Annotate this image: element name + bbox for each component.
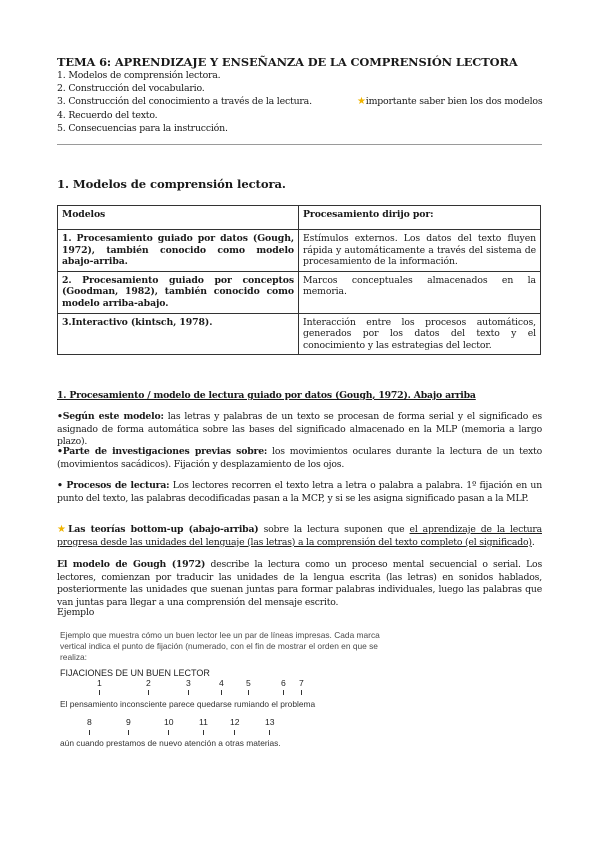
- fixation-number: 6: [281, 678, 286, 688]
- toc-item: 1. Modelos de comprensión lectora.: [57, 70, 221, 81]
- toc-item: [57, 95, 542, 108]
- document-title: TEMA 6: APRENDIZAJE Y ENSEÑANZA DE LA COMPRENSIÓN LECTORA: [57, 55, 518, 69]
- divider: [57, 144, 542, 145]
- fixation-mark: [203, 730, 204, 735]
- example-line: aún cuando prestamos de nuevo atención a otras materias.: [60, 738, 281, 748]
- section-title: 1. Modelos de comprensión lectora.: [57, 177, 286, 191]
- table-header-row: [58, 206, 541, 230]
- paragraph: [57, 559, 542, 609]
- example-label: Ejemplo: [57, 607, 95, 618]
- example-heading: FIJACIONES DE UN BUEN LECTOR: [60, 668, 210, 678]
- fixation-number: 5: [246, 678, 251, 688]
- fixation-number: 2: [146, 678, 151, 688]
- table-of-contents: [57, 69, 542, 135]
- table-cell: 1. Procesamiento guiado por datos (Gough, 1972), también conocido como modelo abajo-arriba.: [58, 230, 299, 272]
- table-cell: Marcos conceptuales almacenados en la memoria.: [299, 271, 541, 313]
- fixation-number: 12: [230, 717, 240, 727]
- table-cell: Interacción entre los procesos automáticos, generados por los datos del texto y el conocimiento y las estrategias del lector.: [299, 313, 541, 355]
- fixation-number: 3: [186, 678, 191, 688]
- paragraph-text: describe la lectura como un proceso mental secuencial o serial. Los lectores, comienzan por traducir las unidades de la lengua escrita (las letras) en sonidos hablados, posteriormente las unidades que suenan juntas para formar palabras individuales, luego las palabras que van juntas para llegar a una comprensión del mensaje escrito.: [57, 559, 543, 608]
- example-caption: Ejemplo que muestra cómo un buen lector lee un par de líneas impresas. Cada marca: [60, 630, 380, 640]
- fixation-number: 11: [199, 717, 208, 727]
- example-line: El pensamiento inconsciente parece quedarse rumiando el problema: [60, 699, 316, 709]
- toc-item: 5. Consecuencias para la instrucción.: [57, 122, 228, 134]
- underlined-text: el aprendizaje de la lectura progresa desde las unidades del lenguaje (las letras) a la comprensión del texto completo (el significado): [57, 524, 542, 548]
- paragraph: [57, 524, 542, 549]
- paragraph: [57, 446, 542, 471]
- models-table: [57, 205, 541, 355]
- table-cell: 2. Procesamiento guiado por conceptos (Goodman, 1982), también conocido como modelo arriba-abajo.: [58, 271, 299, 313]
- fixation-mark: [148, 690, 149, 695]
- fixation-mark: [269, 730, 270, 735]
- fixation-number: 9: [126, 717, 131, 727]
- important-note: [357, 95, 542, 108]
- table-row: [58, 313, 541, 355]
- paragraph-label: •Según este modelo:: [57, 411, 164, 422]
- paragraph-label: Las teorías bottom-up (abajo-arriba): [68, 524, 259, 535]
- paragraph: [57, 411, 542, 449]
- fixation-mark: [89, 730, 90, 735]
- example-caption: vertical indica el punto de fijación (numerado, con el fin de mostrar el orden en que se: [60, 641, 378, 651]
- paragraph-label: • Procesos de lectura:: [57, 480, 170, 491]
- paragraph-text: sobre la lectura suponen que: [258, 524, 410, 535]
- fixation-mark: [99, 690, 100, 695]
- paragraph: [57, 480, 542, 505]
- table-header-cell: Modelos: [58, 206, 299, 230]
- table-row: [58, 230, 541, 272]
- paragraph-text: Los lectores recorren el texto letra a letra o palabra a palabra. 1º fijación en un punto del texto, las palabras decodificadas pasan a la MCP, y si se les asigna significado pasan a la MLP.: [57, 480, 542, 504]
- table-cell: 3.Interactivo (kintsch, 1978).: [58, 313, 299, 355]
- fixation-number: 10: [164, 717, 174, 727]
- fixation-number: 13: [265, 717, 275, 727]
- table-cell: Estímulos externos. Los datos del texto fluyen rápida y automáticamente a través del sistema de procesamiento de la información.: [299, 230, 541, 272]
- table-row: [58, 271, 541, 313]
- fixation-mark: [301, 690, 302, 695]
- fixation-mark: [283, 690, 284, 695]
- fixation-number: 7: [299, 678, 304, 688]
- star-icon: ★: [57, 524, 69, 535]
- paragraph-text: las letras y palabras de un texto se procesan de forma serial y el significado es asignado de forma automática sobre las bases del significado almacenado en la MLP (memoria a largo plazo).: [57, 411, 542, 448]
- important-note-text: importante saber bien los dos modelos: [365, 96, 543, 108]
- paragraph-text: .: [531, 536, 535, 548]
- star-icon: ★: [357, 96, 366, 108]
- fixation-number: 8: [87, 717, 92, 727]
- subsection-title: 1. Procesamiento / modelo de lectura guiado por datos (Gough, 1972). Abajo arriba: [57, 390, 476, 401]
- fixation-mark: [168, 730, 169, 735]
- fixation-mark: [248, 690, 249, 695]
- paragraph-text: los movimientos oculares durante la lectura de un texto (movimientos sacádicos). Fijación y desplazamiento de los ojos.: [57, 446, 542, 470]
- fixation-mark: [128, 730, 129, 735]
- fixation-number: 4: [219, 678, 224, 688]
- fixation-mark: [188, 690, 189, 695]
- paragraph-label: •Parte de investigaciones previas sobre:: [57, 446, 268, 457]
- fixation-mark: [221, 690, 222, 695]
- paragraph-label: El modelo de Gough (1972): [57, 559, 206, 570]
- toc-item: 2. Construcción del vocabulario.: [57, 83, 205, 95]
- toc-item: 4. Recuerdo del texto.: [57, 109, 158, 121]
- example-caption: realiza:: [60, 652, 87, 662]
- table-header-cell: Procesamiento dirijo por:: [299, 206, 541, 230]
- toc-item-label: 3. Construcción del conocimiento a través de la lectura.: [57, 96, 312, 108]
- fixation-mark: [234, 730, 235, 735]
- fixation-number: 1: [97, 678, 102, 688]
